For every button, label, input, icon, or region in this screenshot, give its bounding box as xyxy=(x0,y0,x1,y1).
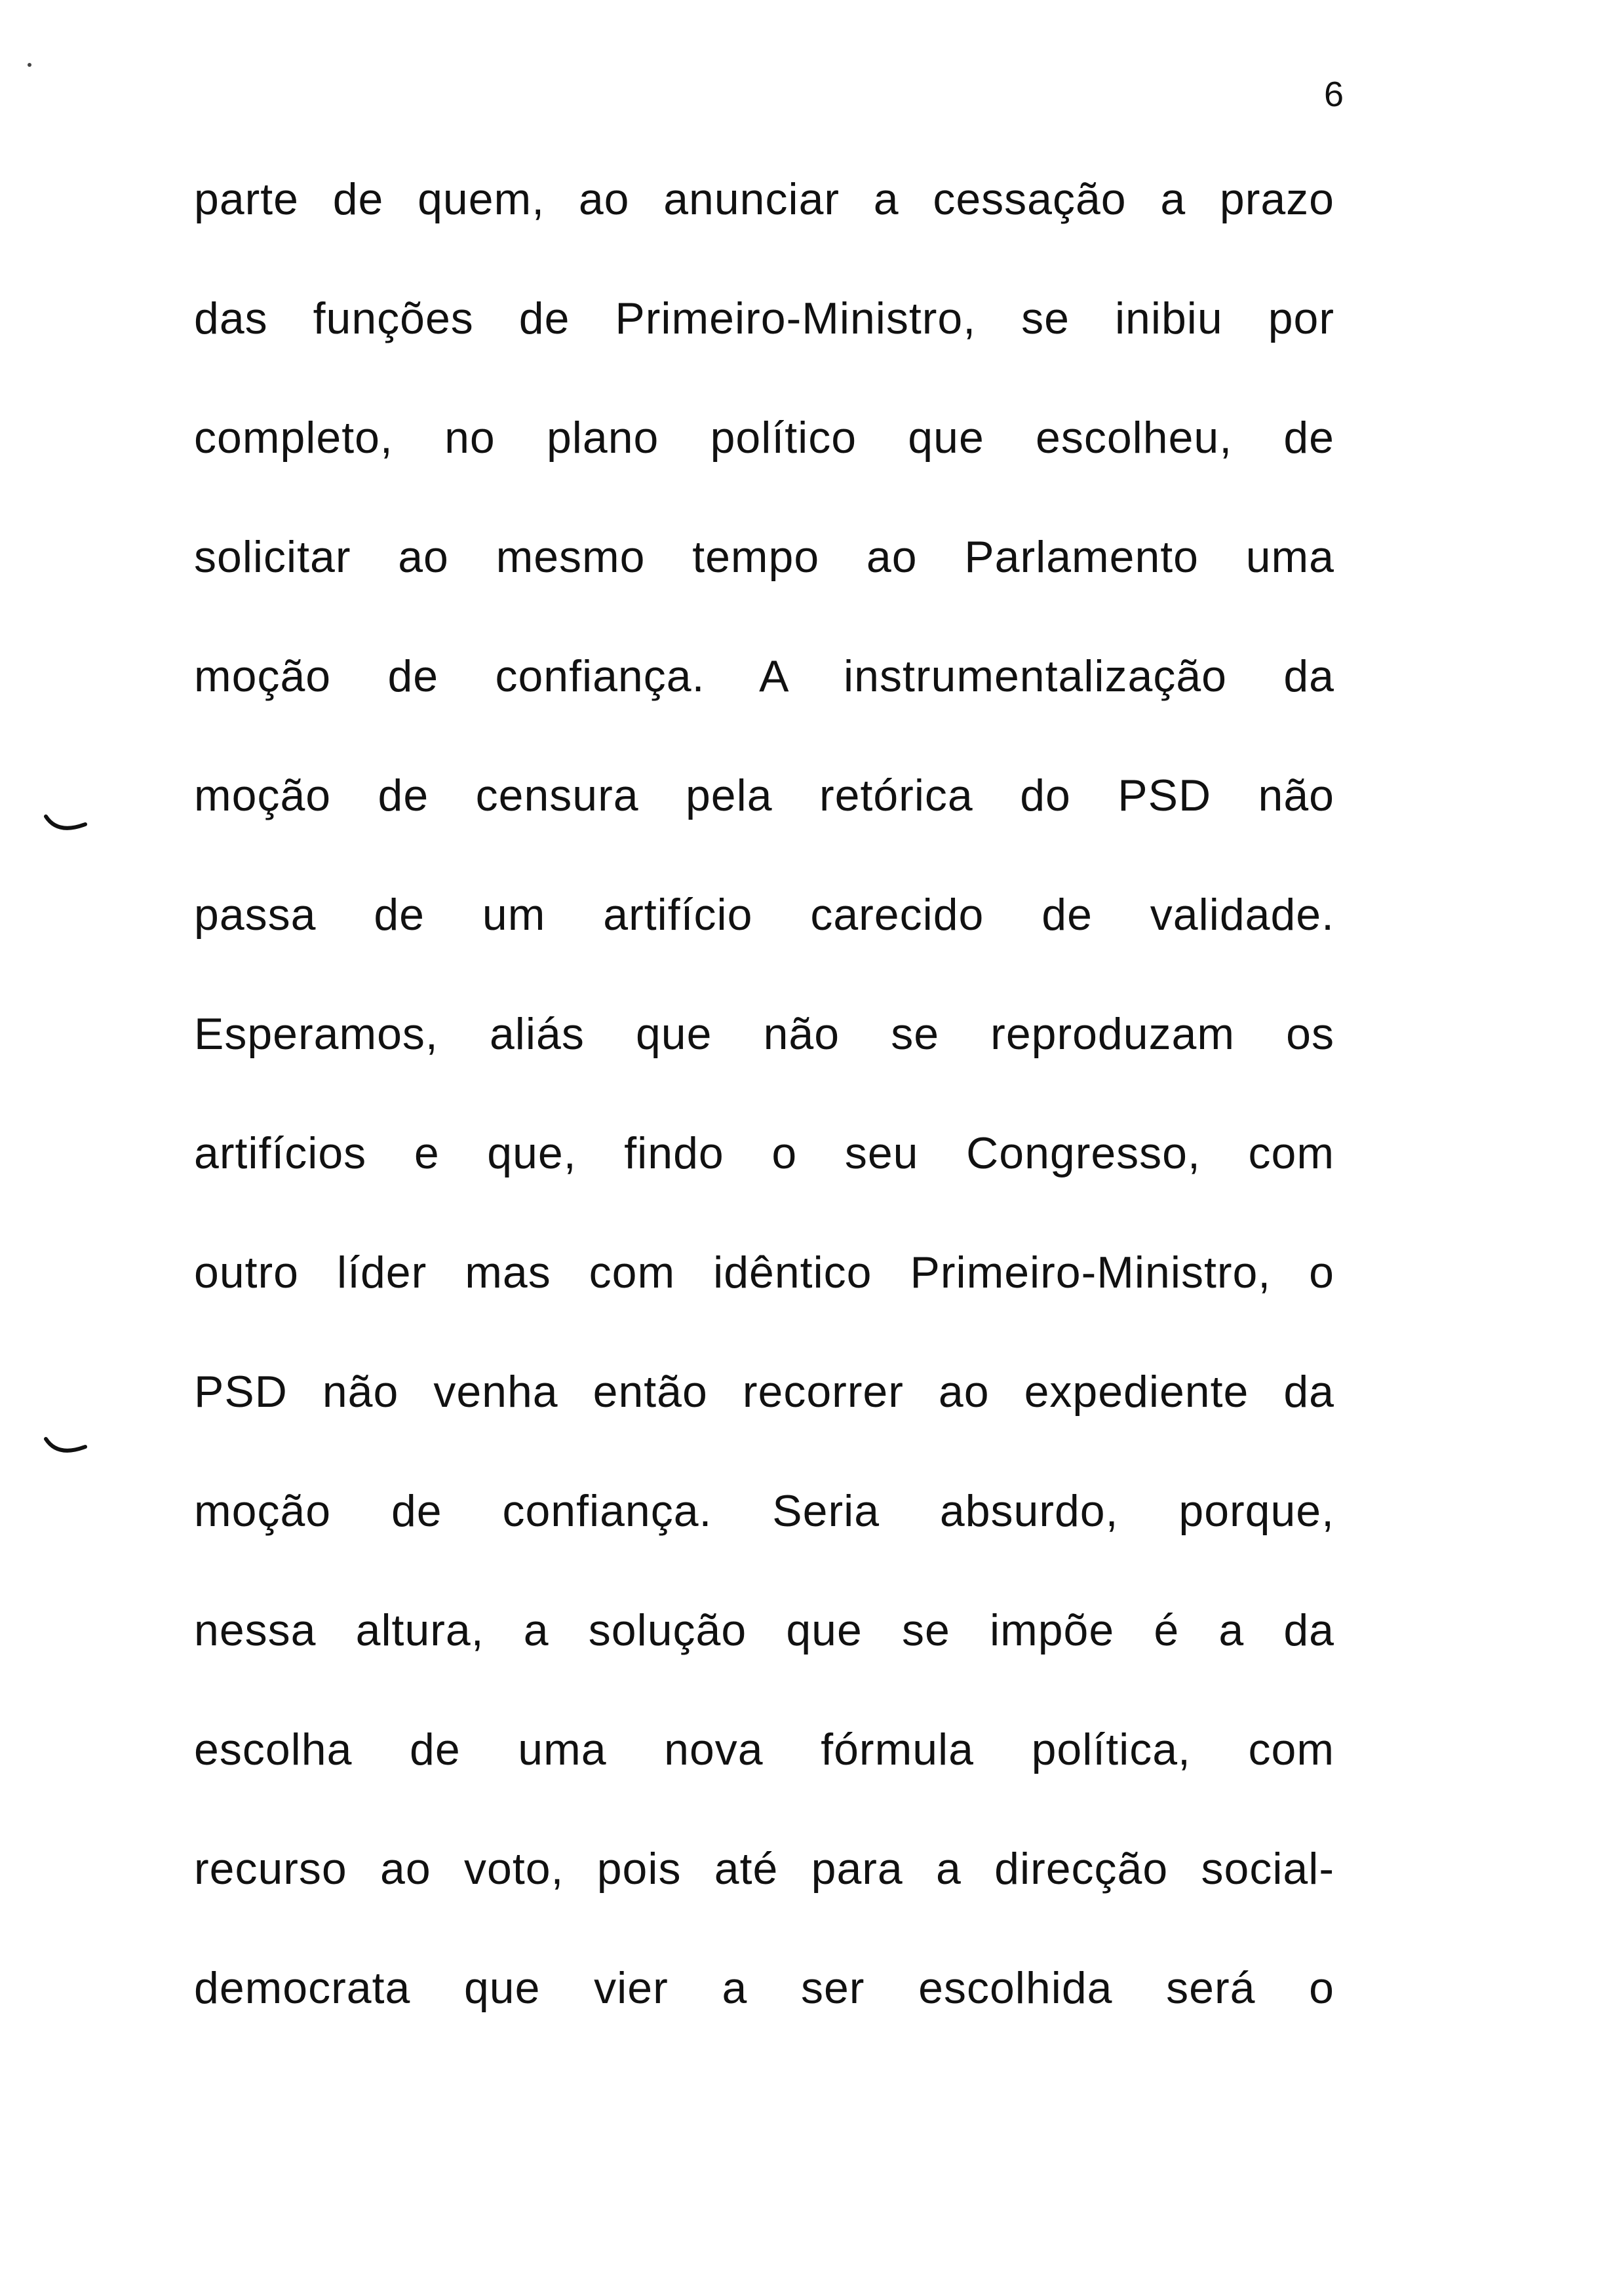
text-line: passa de um artifício carecido de validade. xyxy=(194,890,1334,940)
text-line: parte de quem, ao anunciar a cessação a prazo xyxy=(194,174,1334,224)
text-line: democrata que vier a ser escolhida será o xyxy=(194,1963,1334,2013)
text-line: solicitar ao mesmo tempo ao Parlamento uma xyxy=(194,532,1334,582)
text-line: PSD não venha então recorrer ao expediente da xyxy=(194,1367,1334,1417)
margin-check-mark-icon xyxy=(43,1435,89,1461)
text-line: moção de censura pela retórica do PSD não xyxy=(194,771,1334,820)
scan-speck xyxy=(28,63,31,67)
text-line: moção de confiança. A instrumentalização da xyxy=(194,651,1334,701)
text-line: nessa altura, a solução que se impõe é a da xyxy=(194,1605,1334,1655)
body-text xyxy=(194,168,1334,2076)
text-line: moção de confiança. Seria absurdo, porque, xyxy=(194,1486,1334,1536)
text-line: artifícios e que, findo o seu Congresso, com xyxy=(194,1128,1334,1178)
text-line: escolha de uma nova fórmula política, com xyxy=(194,1725,1334,1774)
page-number: 6 xyxy=(1323,75,1344,114)
text-line: Esperamos, aliás que não se reproduzam os xyxy=(194,1009,1334,1059)
margin-check-mark-icon xyxy=(43,813,89,839)
text-line: das funções de Primeiro-Ministro, se inibiu por xyxy=(194,294,1334,343)
text-line: recurso ao voto, pois até para a direcção social- xyxy=(194,1844,1334,1894)
text-line: completo, no plano político que escolheu, de xyxy=(194,413,1334,463)
text-line: outro líder mas com idêntico Primeiro-Ministro, o xyxy=(194,1248,1334,1297)
